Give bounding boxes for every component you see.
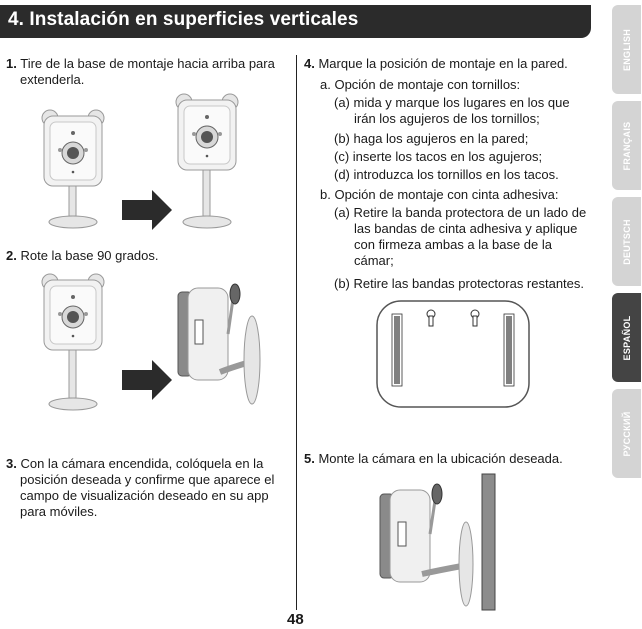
step-number: 2. bbox=[6, 248, 17, 263]
step-number: 4. bbox=[304, 56, 315, 71]
step-number: 5. bbox=[304, 451, 315, 466]
option-b-label: b. Opción de montaje con cinta adhesiva: bbox=[320, 187, 559, 202]
tab-deutsch[interactable] bbox=[612, 197, 641, 286]
option-a-item-a bbox=[334, 95, 570, 127]
step-2-illustration bbox=[30, 272, 270, 422]
step-line: Monte la cámara en la ubicación deseada. bbox=[318, 451, 563, 466]
option-line: cámar; bbox=[354, 253, 394, 268]
option-line: las bandas de cinta adhesiva y aplique bbox=[354, 221, 578, 236]
tab-label: ESPAÑOL bbox=[621, 315, 632, 360]
step-line: Con la cámara encendida, colóquela en la bbox=[20, 456, 264, 471]
adhesive-strip-right bbox=[504, 314, 514, 386]
tab-label: FRANÇAIS bbox=[621, 121, 632, 170]
step-2-text bbox=[6, 248, 159, 264]
step-5-illustration bbox=[370, 472, 500, 612]
option-line: (a) mida y marque los lugares en los que bbox=[334, 95, 570, 110]
column-divider bbox=[296, 55, 297, 610]
arrow-right-icon bbox=[122, 190, 172, 230]
wall bbox=[482, 474, 495, 610]
tab-label: РУССКИЙ bbox=[621, 410, 632, 457]
step-5-title bbox=[304, 451, 563, 467]
tab-label: ENGLISH bbox=[621, 28, 632, 71]
camera-front-icon bbox=[42, 110, 104, 228]
camera-front-icon bbox=[42, 274, 104, 410]
camera-side-icon bbox=[380, 484, 473, 606]
step-number: 1. bbox=[6, 56, 17, 71]
tab-espanol[interactable] bbox=[612, 293, 641, 382]
step-line: Rote la base 90 grados. bbox=[20, 248, 159, 263]
option-a-item-b: (b) haga los agujeros en la pared; bbox=[334, 131, 529, 146]
camera-side-icon bbox=[178, 284, 260, 404]
option-b-item-b: (b) Retire las bandas protectoras restantes. bbox=[334, 276, 585, 291]
step-1-text bbox=[6, 56, 275, 88]
step-line: Marque la posición de montaje en la pared. bbox=[318, 56, 568, 71]
option-line: con firmeza ambas a la base de la bbox=[354, 237, 552, 252]
tab-russian[interactable] bbox=[612, 389, 641, 478]
step-line: posición deseada y confirme que aparece el bbox=[20, 472, 275, 487]
option-line: (a) Retire la banda protectora de un lado de bbox=[334, 205, 587, 220]
option-a-item-c: (c) inserte los tacos en los agujeros; bbox=[334, 149, 543, 164]
option-a-label: a. Opción de montaje con tornillos: bbox=[320, 77, 521, 92]
option-a-item-d: (d) introduzca los tornillos en los tacos. bbox=[334, 167, 559, 182]
tab-francais[interactable] bbox=[612, 101, 641, 190]
step-line: campo de visualización deseado en su app bbox=[20, 488, 269, 503]
camera-extended-icon bbox=[176, 94, 238, 228]
step-3-text bbox=[6, 456, 274, 520]
page-number: 48 bbox=[287, 611, 304, 628]
mounting-base-illustration bbox=[374, 298, 532, 410]
page-header bbox=[0, 5, 591, 38]
step-line: para móviles. bbox=[20, 504, 98, 519]
tab-label: DEUTSCH bbox=[621, 218, 632, 265]
step-4-title bbox=[304, 56, 568, 72]
step-line: Tire de la base de montaje hacia arriba para bbox=[20, 56, 275, 71]
page-title: 4. Instalación en superficies verticales bbox=[8, 9, 359, 30]
tab-english[interactable] bbox=[612, 5, 641, 94]
step-line: extenderla. bbox=[20, 72, 85, 87]
step-1-illustration bbox=[30, 92, 270, 252]
adhesive-strip-left bbox=[392, 314, 402, 386]
option-b-item-a bbox=[334, 205, 586, 269]
step-number: 3. bbox=[6, 456, 17, 471]
option-line: irán los agujeros de los tornillos; bbox=[354, 111, 540, 126]
arrow-right-icon bbox=[122, 360, 172, 400]
